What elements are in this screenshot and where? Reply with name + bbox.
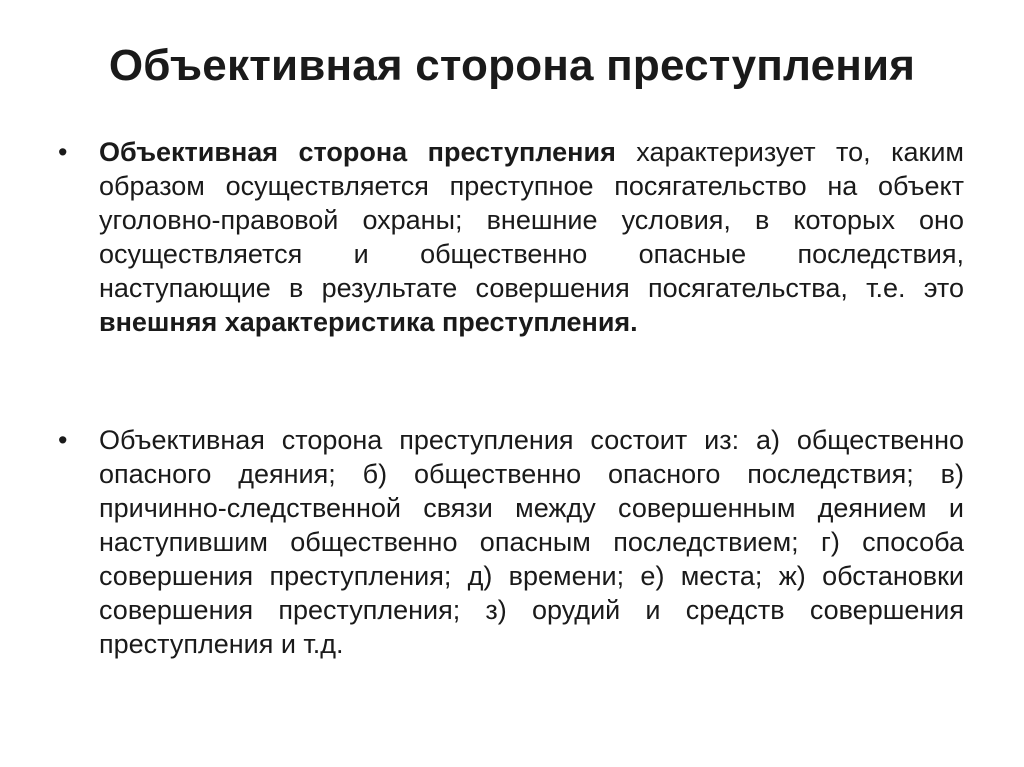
- bullet-item-definition: [58, 135, 964, 339]
- slide-title: Объективная сторона преступления: [108, 41, 916, 90]
- bullet-dot-icon: •: [58, 137, 68, 167]
- bullet-body-text: характеризует то, каким образом осуществляется преступное посягательство на объект уголовно-правовой охраны; внешние условия, в которых оно осуществляется и общественно опасные последствия, наступающие в результате совершения посягательства, т.е. это: [99, 137, 964, 303]
- bullet-dot-icon: •: [58, 425, 68, 455]
- bullet-item-components: [58, 423, 964, 661]
- bullet-bold-conclusion: внешняя характеристика преступления.: [99, 307, 638, 337]
- bullet-body-text: Объективная сторона преступления состоит из: а) общественно опасного деяния; б) общественно опасного последствия; в) причинно-следственной связи между совершенным деянием и наступившим общественно опасным последствием; г) способа совершения преступления; д) времени; е) места; ж) обстановки совершения преступления; з) орудий и средств совершения преступления и т.д.: [99, 425, 964, 659]
- bullet-list-1: [58, 135, 964, 339]
- bullet-list-2: [58, 423, 964, 661]
- bullet-bold-term: Объективная сторона преступления: [99, 137, 616, 167]
